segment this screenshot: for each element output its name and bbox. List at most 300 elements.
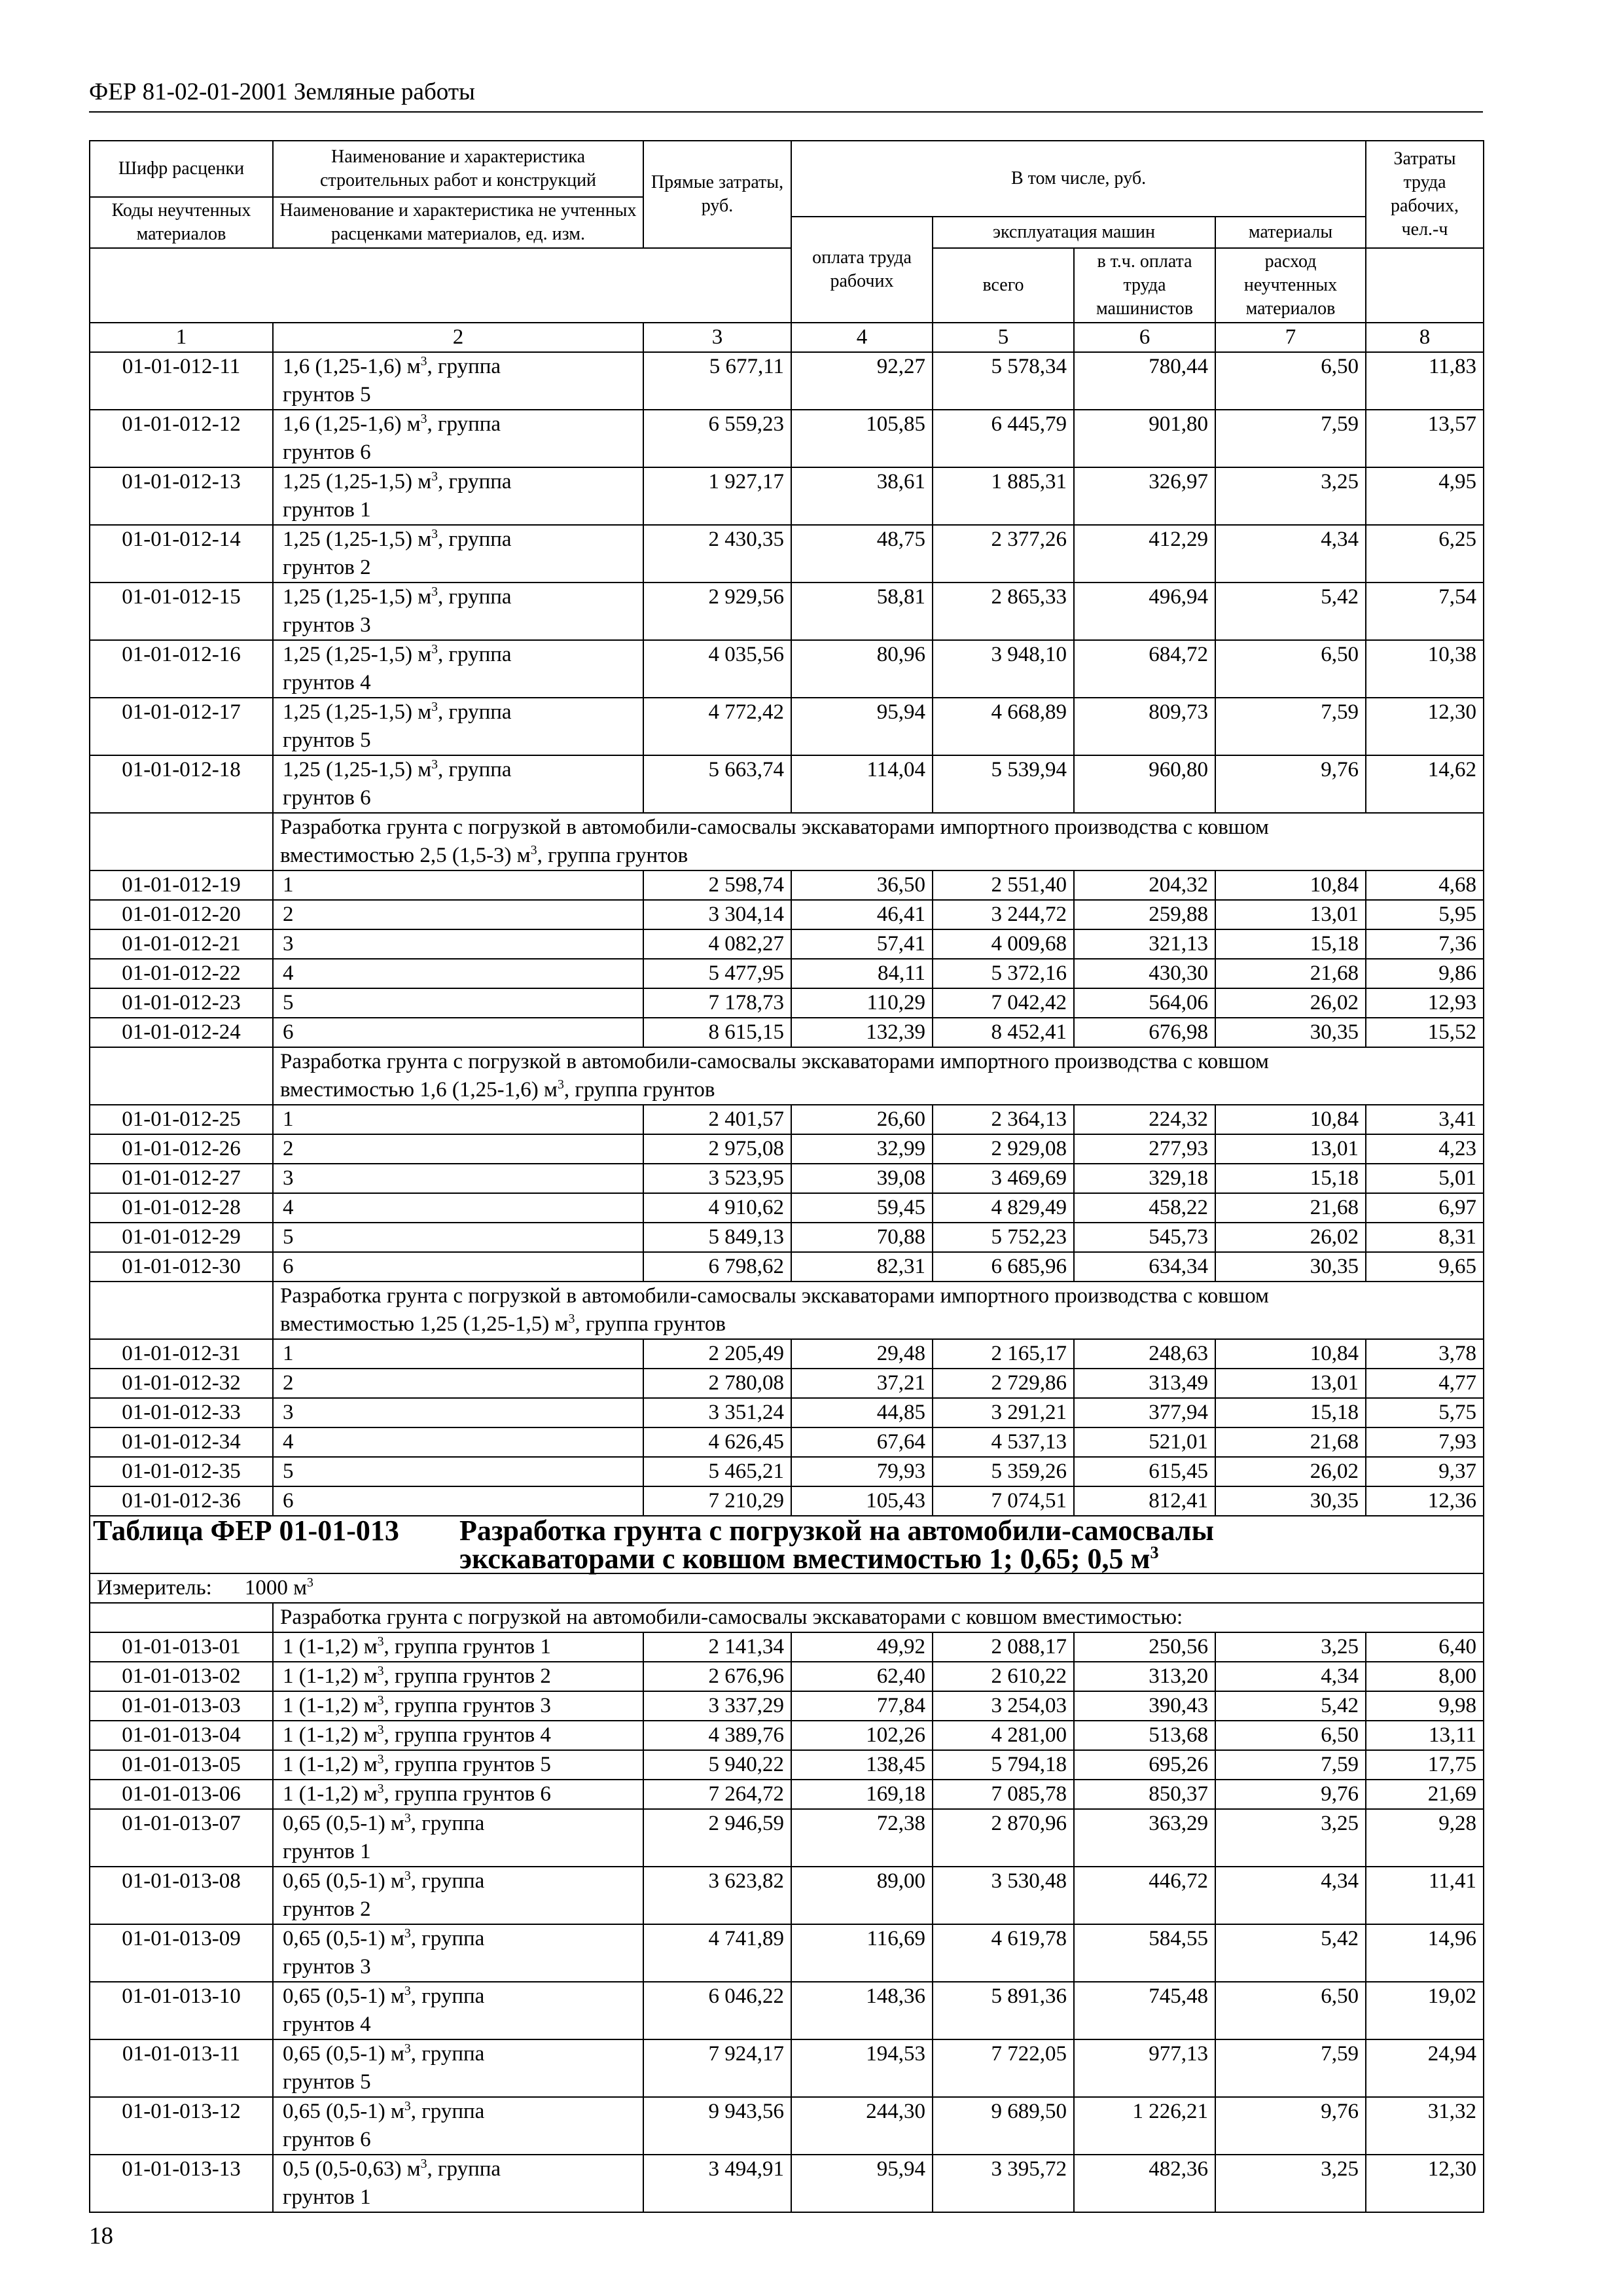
value-cell: 5,01 — [1366, 1164, 1484, 1193]
name-text: грунтов 5 — [283, 383, 371, 406]
code-cell: 01-01-012-35 — [90, 1457, 273, 1486]
name-text: грунтов 6 — [283, 786, 371, 810]
table-row — [90, 1252, 1484, 1282]
name-text: , группа — [427, 412, 501, 436]
name-text: , группа грунтов 1 — [383, 1635, 551, 1659]
code-cell: 01-01-013-10 — [90, 1982, 273, 2039]
table-row — [90, 1427, 1484, 1457]
value-cell: 329,18 — [1074, 1164, 1215, 1193]
code-cell: 01-01-012-24 — [90, 1018, 273, 1047]
name-text: 1 (1-1,2) м — [283, 1723, 378, 1747]
table-row — [90, 1691, 1484, 1721]
value-cell: 6,50 — [1215, 352, 1366, 410]
superscript: 3 — [420, 354, 427, 368]
code-cell: 01-01-013-07 — [90, 1809, 273, 1867]
value-cell: 4 772,42 — [643, 698, 791, 755]
name-text: грунтов 2 — [283, 556, 371, 579]
value-cell: 780,44 — [1074, 352, 1215, 410]
value-cell: 26,02 — [1215, 988, 1366, 1018]
column-numbers-row — [90, 323, 1484, 352]
value-cell: 7 042,42 — [933, 988, 1074, 1018]
code-cell: 01-01-013-06 — [90, 1780, 273, 1809]
superscript: 3 — [1150, 1542, 1159, 1562]
col-labor-header: Затраты труда рабочих, чел.-ч — [1366, 141, 1484, 248]
table-row — [90, 2097, 1484, 2155]
superscript: 3 — [420, 412, 427, 426]
section-row — [90, 1282, 1484, 1339]
page-header — [89, 77, 1483, 113]
value-cell: 2 870,96 — [933, 1809, 1074, 1867]
name-text: 0,65 (0,5-1) м — [283, 2042, 404, 2066]
name-cell: 2 — [273, 900, 643, 929]
header-row — [90, 248, 1484, 323]
name-cell — [273, 755, 643, 813]
section-row — [90, 1603, 1484, 1632]
name-text: 0,65 (0,5-1) м — [283, 1869, 404, 1893]
value-cell: 2 975,08 — [643, 1134, 791, 1164]
name-text: , группа — [427, 355, 501, 378]
value-cell: 4 619,78 — [933, 1924, 1074, 1982]
code-cell: 01-01-013-13 — [90, 2155, 273, 2212]
section-text: , группа грунтов — [575, 1312, 726, 1336]
value-cell: 4,23 — [1366, 1134, 1484, 1164]
value-cell: 4 009,68 — [933, 929, 1074, 959]
value-cell: 3 244,72 — [933, 900, 1074, 929]
table-name-text: Разработка грунта с погрузкой на автомобили-самосвалы — [459, 1515, 1214, 1547]
value-cell: 390,43 — [1074, 1691, 1215, 1721]
value-cell: 446,72 — [1074, 1867, 1215, 1924]
value-cell: 204,32 — [1074, 870, 1215, 900]
section-text: , группа грунтов — [537, 844, 688, 867]
value-cell: 10,38 — [1366, 640, 1484, 698]
table-row — [90, 988, 1484, 1018]
value-cell: 7,59 — [1215, 2039, 1366, 2097]
value-cell: 21,68 — [1215, 959, 1366, 988]
table-row — [90, 1018, 1484, 1047]
name-text: , группа грунтов 2 — [383, 1664, 551, 1688]
superscript: 3 — [377, 1782, 384, 1796]
section-row — [90, 1047, 1484, 1105]
table-row — [90, 1809, 1484, 1867]
value-cell: 17,75 — [1366, 1750, 1484, 1780]
name-cell — [273, 1809, 643, 1867]
value-cell: 5 465,21 — [643, 1457, 791, 1486]
value-cell: 84,11 — [791, 959, 933, 988]
value-cell: 7,59 — [1215, 410, 1366, 467]
value-cell: 12,30 — [1366, 2155, 1484, 2212]
value-cell: 5,42 — [1215, 1924, 1366, 1982]
value-cell: 458,22 — [1074, 1193, 1215, 1223]
name-cell: 1 — [273, 1339, 643, 1369]
superscript: 3 — [431, 757, 438, 772]
value-cell: 8,00 — [1366, 1662, 1484, 1691]
value-cell: 79,93 — [791, 1457, 933, 1486]
value-cell: 5 849,13 — [643, 1223, 791, 1252]
table-row — [90, 1339, 1484, 1369]
name-cell — [273, 352, 643, 410]
code-cell: 01-01-013-04 — [90, 1721, 273, 1750]
table-name-text: экскаваторами с ковшом вместимостью 1; 0,65; 0,5 м — [459, 1543, 1150, 1575]
value-cell: 2 205,49 — [643, 1339, 791, 1369]
value-cell: 4,77 — [1366, 1369, 1484, 1398]
column-number: 8 — [1366, 323, 1484, 352]
value-cell: 11,83 — [1366, 352, 1484, 410]
name-text: , группа — [410, 1927, 485, 1950]
value-cell: 4 281,00 — [933, 1721, 1074, 1750]
code-cell: 01-01-013-03 — [90, 1691, 273, 1721]
value-cell: 3 623,82 — [643, 1867, 791, 1924]
section-title — [273, 1282, 1484, 1339]
value-cell: 13,11 — [1366, 1721, 1484, 1750]
value-cell: 2 141,34 — [643, 1632, 791, 1662]
value-cell: 3,25 — [1215, 1809, 1366, 1867]
value-cell: 110,29 — [791, 988, 933, 1018]
name-cell: 3 — [273, 929, 643, 959]
superscript: 3 — [404, 1926, 411, 1941]
value-cell: 114,04 — [791, 755, 933, 813]
value-cell: 521,01 — [1074, 1427, 1215, 1457]
name-text: , группа грунтов 6 — [383, 1782, 551, 1806]
table-row — [90, 410, 1484, 467]
section-row — [90, 813, 1484, 870]
value-cell: 89,00 — [791, 1867, 933, 1924]
value-cell: 105,43 — [791, 1486, 933, 1516]
value-cell: 6,50 — [1215, 1721, 1366, 1750]
value-cell: 62,40 — [791, 1662, 933, 1691]
value-cell: 2 610,22 — [933, 1662, 1074, 1691]
value-cell: 12,30 — [1366, 698, 1484, 755]
col-code-alt-header: Коды неучтенных материалов — [90, 197, 273, 248]
superscript: 3 — [557, 1077, 564, 1092]
value-cell: 6,25 — [1366, 525, 1484, 583]
superscript: 3 — [431, 642, 438, 656]
column-number: 1 — [90, 323, 273, 352]
value-cell: 30,35 — [1215, 1252, 1366, 1282]
superscript: 3 — [404, 1984, 411, 1998]
name-text: грунтов 3 — [283, 613, 371, 637]
code-cell: 01-01-012-32 — [90, 1369, 273, 1398]
value-cell: 138,45 — [791, 1750, 933, 1780]
value-cell: 3 530,48 — [933, 1867, 1074, 1924]
table-row — [90, 1164, 1484, 1193]
value-cell: 326,97 — [1074, 467, 1215, 525]
table-row — [90, 1223, 1484, 1252]
table-title — [90, 1516, 1484, 1573]
value-cell: 3 523,95 — [643, 1164, 791, 1193]
name-text: 0,65 (0,5-1) м — [283, 1927, 404, 1950]
value-cell: 7 085,78 — [933, 1780, 1074, 1809]
value-cell: 5 539,94 — [933, 755, 1074, 813]
value-cell: 13,01 — [1215, 900, 1366, 929]
name-cell — [273, 1662, 643, 1691]
code-cell: 01-01-012-23 — [90, 988, 273, 1018]
col-code-header: Шифр расценки — [90, 141, 273, 197]
code-cell: 01-01-013-11 — [90, 2039, 273, 2097]
value-cell: 9,28 — [1366, 1809, 1484, 1867]
value-cell: 5 891,36 — [933, 1982, 1074, 2039]
value-cell: 26,60 — [791, 1105, 933, 1134]
col-machines-total-header: всего — [933, 248, 1074, 323]
name-cell — [273, 1632, 643, 1662]
name-text: , группа — [438, 758, 512, 781]
value-cell: 39,08 — [791, 1164, 933, 1193]
value-cell: 72,38 — [791, 1809, 933, 1867]
section-title: Разработка грунта с погрузкой на автомобили-самосвалы экскаваторами с ковшом вместимостью: — [273, 1603, 1484, 1632]
value-cell: 9 689,50 — [933, 2097, 1074, 2155]
value-cell: 21,68 — [1215, 1427, 1366, 1457]
code-cell: 01-01-013-01 — [90, 1632, 273, 1662]
table-row — [90, 467, 1484, 525]
value-cell: 11,41 — [1366, 1867, 1484, 1924]
value-cell: 6,40 — [1366, 1632, 1484, 1662]
value-cell: 9,37 — [1366, 1457, 1484, 1486]
table-row — [90, 1134, 1484, 1164]
value-cell: 5 940,22 — [643, 1750, 791, 1780]
value-cell: 377,94 — [1074, 1398, 1215, 1427]
name-cell: 6 — [273, 1018, 643, 1047]
value-cell: 3,78 — [1366, 1339, 1484, 1369]
value-cell: 259,88 — [1074, 900, 1215, 929]
value-cell: 545,73 — [1074, 1223, 1215, 1252]
value-cell: 2 551,40 — [933, 870, 1074, 900]
code-cell: 01-01-012-17 — [90, 698, 273, 755]
value-cell: 695,26 — [1074, 1750, 1215, 1780]
superscript: 3 — [377, 1634, 384, 1649]
name-cell — [273, 525, 643, 583]
name-cell: 4 — [273, 959, 643, 988]
value-cell: 13,01 — [1215, 1134, 1366, 1164]
value-cell: 9,76 — [1215, 755, 1366, 813]
value-cell: 6 559,23 — [643, 410, 791, 467]
value-cell: 9,86 — [1366, 959, 1484, 988]
value-cell: 132,39 — [791, 1018, 933, 1047]
superscript: 3 — [431, 527, 438, 541]
value-cell: 3 351,24 — [643, 1398, 791, 1427]
value-cell: 10,84 — [1215, 1105, 1366, 1134]
superscript: 3 — [431, 469, 438, 484]
superscript: 3 — [568, 1312, 575, 1326]
table-number: Таблица ФЕР 01-01-013 — [93, 1515, 399, 1547]
value-cell: 1 927,17 — [643, 467, 791, 525]
value-cell: 9,98 — [1366, 1691, 1484, 1721]
name-cell — [273, 1780, 643, 1809]
section-title — [273, 1047, 1484, 1105]
table-name — [459, 1516, 1441, 1573]
value-cell: 3 395,72 — [933, 2155, 1074, 2212]
value-cell: 30,35 — [1215, 1018, 1366, 1047]
value-cell: 4 389,76 — [643, 1721, 791, 1750]
value-cell: 8 615,15 — [643, 1018, 791, 1047]
value-cell: 5,75 — [1366, 1398, 1484, 1427]
value-cell: 3,25 — [1215, 1632, 1366, 1662]
value-cell: 2 377,26 — [933, 525, 1074, 583]
value-cell: 482,36 — [1074, 2155, 1215, 2212]
name-cell — [273, 1867, 643, 1924]
name-text: грунтов 6 — [283, 2128, 371, 2151]
value-cell: 38,61 — [791, 467, 933, 525]
name-cell — [273, 467, 643, 525]
value-cell: 5,95 — [1366, 900, 1484, 929]
value-cell: 7,93 — [1366, 1427, 1484, 1457]
code-cell: 01-01-012-28 — [90, 1193, 273, 1223]
table-row — [90, 1632, 1484, 1662]
value-cell: 4 829,49 — [933, 1193, 1074, 1223]
table-row — [90, 1457, 1484, 1486]
name-text: , группа — [427, 2157, 501, 2181]
superscript: 3 — [377, 1752, 384, 1767]
name-text: грунтов 4 — [283, 2013, 371, 2036]
value-cell: 430,30 — [1074, 959, 1215, 988]
section-text: Разработка грунта с погрузкой в автомобили-самосвалы экскаваторами импортного производства с ковшом — [280, 1050, 1269, 1073]
table-row — [90, 1105, 1484, 1134]
value-cell: 77,84 — [791, 1691, 933, 1721]
col-incl-header: В том числе, руб. — [791, 141, 1366, 217]
table-title-row — [90, 1516, 1484, 1573]
value-cell: 4,34 — [1215, 1662, 1366, 1691]
name-text: 1,25 (1,25-1,5) м — [283, 585, 432, 609]
code-cell: 01-01-012-27 — [90, 1164, 273, 1193]
value-cell: 2 929,08 — [933, 1134, 1074, 1164]
value-cell: 4 537,13 — [933, 1427, 1074, 1457]
section-text: Разработка грунта с погрузкой в автомобили-самосвалы экскаваторами импортного производства с ковшом — [280, 816, 1269, 839]
value-cell: 13,01 — [1215, 1369, 1366, 1398]
value-cell: 8,31 — [1366, 1223, 1484, 1252]
value-cell: 250,56 — [1074, 1632, 1215, 1662]
superscript: 3 — [404, 2041, 411, 2056]
superscript: 3 — [377, 1664, 384, 1678]
value-cell: 7,36 — [1366, 929, 1484, 959]
name-text: грунтов 2 — [283, 1897, 371, 1921]
name-cell — [273, 1721, 643, 1750]
name-text: , группа грунтов 5 — [383, 1753, 551, 1776]
name-cell — [273, 2097, 643, 2155]
measure-value: 1000 м — [244, 1576, 307, 1600]
value-cell: 3 254,03 — [933, 1691, 1074, 1721]
name-text: , группа — [410, 1869, 485, 1893]
table-row — [90, 929, 1484, 959]
name-cell: 4 — [273, 1427, 643, 1457]
name-cell: 1 — [273, 1105, 643, 1134]
column-number: 3 — [643, 323, 791, 352]
value-cell: 92,27 — [791, 352, 933, 410]
value-cell: 29,48 — [791, 1339, 933, 1369]
value-cell: 7,59 — [1215, 698, 1366, 755]
name-cell: 6 — [273, 1486, 643, 1516]
value-cell: 3 304,14 — [643, 900, 791, 929]
value-cell: 44,85 — [791, 1398, 933, 1427]
value-cell: 5 752,23 — [933, 1223, 1074, 1252]
name-text: , группа грунтов 4 — [383, 1723, 551, 1747]
value-cell: 4 626,45 — [643, 1427, 791, 1457]
value-cell: 15,18 — [1215, 1398, 1366, 1427]
value-cell: 2 729,86 — [933, 1369, 1074, 1398]
value-cell: 67,64 — [791, 1427, 933, 1457]
value-cell: 224,32 — [1074, 1105, 1215, 1134]
section-text: , группа грунтов — [563, 1078, 715, 1102]
column-number: 5 — [933, 323, 1074, 352]
section-text: Разработка грунта с погрузкой в автомобили-самосвалы экскаваторами импортного производства с ковшом — [280, 1284, 1269, 1308]
table-row — [90, 352, 1484, 410]
name-text: 1 (1-1,2) м — [283, 1753, 378, 1776]
code-cell: 01-01-013-02 — [90, 1662, 273, 1691]
value-cell: 6 046,22 — [643, 1982, 791, 2039]
name-text: , группа — [438, 470, 512, 493]
name-text: 1 (1-1,2) м — [283, 1635, 378, 1659]
value-cell: 24,94 — [1366, 2039, 1484, 2097]
code-cell: 01-01-012-15 — [90, 583, 273, 640]
code-cell: 01-01-012-11 — [90, 352, 273, 410]
value-cell: 19,02 — [1366, 1982, 1484, 2039]
superscript: 3 — [420, 2157, 427, 2171]
col-materials-header: материалы — [1215, 217, 1366, 248]
code-cell: 01-01-013-12 — [90, 2097, 273, 2155]
table-row — [90, 1867, 1484, 1924]
code-cell: 01-01-012-12 — [90, 410, 273, 467]
name-text: 1 (1-1,2) м — [283, 1694, 378, 1717]
value-cell: 194,53 — [791, 2039, 933, 2097]
table-row — [90, 1398, 1484, 1427]
value-cell: 809,73 — [1074, 698, 1215, 755]
value-cell: 102,26 — [791, 1721, 933, 1750]
value-cell: 7 074,51 — [933, 1486, 1074, 1516]
code-cell: 01-01-012-33 — [90, 1398, 273, 1427]
value-cell: 30,35 — [1215, 1486, 1366, 1516]
name-cell — [273, 2155, 643, 2212]
value-cell: 7 264,72 — [643, 1780, 791, 1809]
value-cell: 2 780,08 — [643, 1369, 791, 1398]
value-cell: 4 910,62 — [643, 1193, 791, 1223]
measure-row — [90, 1573, 1484, 1603]
code-cell: 01-01-012-30 — [90, 1252, 273, 1282]
name-text: 1 (1-1,2) м — [283, 1782, 378, 1806]
value-cell: 6 445,79 — [933, 410, 1074, 467]
value-cell: 496,94 — [1074, 583, 1215, 640]
value-cell: 7 178,73 — [643, 988, 791, 1018]
value-cell: 321,13 — [1074, 929, 1215, 959]
value-cell: 37,21 — [791, 1369, 933, 1398]
column-number: 2 — [273, 323, 643, 352]
value-cell: 58,81 — [791, 583, 933, 640]
col-labor-pay-header: оплата труда рабочих — [791, 217, 933, 323]
value-cell: 15,18 — [1215, 929, 1366, 959]
name-text: , группа — [438, 643, 512, 666]
value-cell: 57,41 — [791, 929, 933, 959]
value-cell: 48,75 — [791, 525, 933, 583]
value-cell: 82,31 — [791, 1252, 933, 1282]
name-cell — [273, 640, 643, 698]
value-cell: 2 401,57 — [643, 1105, 791, 1134]
rates-table — [89, 140, 1484, 2213]
table-row — [90, 870, 1484, 900]
table-row — [90, 1721, 1484, 1750]
value-cell: 6,50 — [1215, 640, 1366, 698]
name-text: , группа — [410, 2100, 485, 2123]
name-text: , группа — [438, 528, 512, 551]
superscript: 3 — [404, 1811, 411, 1825]
value-cell: 2 598,74 — [643, 870, 791, 900]
table-row — [90, 900, 1484, 929]
value-cell: 7,59 — [1215, 1750, 1366, 1780]
name-text: 1 (1-1,2) м — [283, 1664, 378, 1688]
name-text: грунтов 6 — [283, 440, 371, 464]
name-cell: 5 — [273, 988, 643, 1018]
value-cell: 148,36 — [791, 1982, 933, 2039]
name-text: 0,5 (0,5-0,63) м — [283, 2157, 421, 2181]
value-cell: 3 337,29 — [643, 1691, 791, 1721]
value-cell: 36,50 — [791, 870, 933, 900]
code-cell: 01-01-013-08 — [90, 1867, 273, 1924]
code-cell: 01-01-012-14 — [90, 525, 273, 583]
